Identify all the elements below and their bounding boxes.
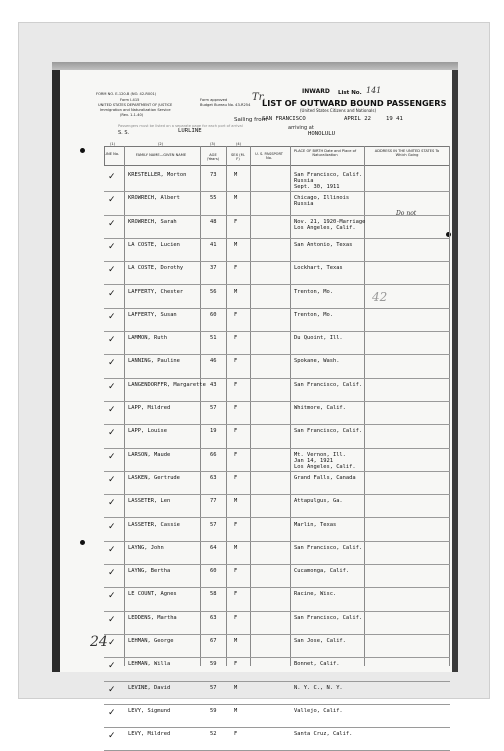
passenger-sex: M bbox=[234, 684, 238, 691]
binder-hole-bottom bbox=[80, 540, 85, 545]
binder-hole-top bbox=[80, 148, 85, 153]
passenger-name: LEVY, Sigmund bbox=[128, 707, 171, 714]
passenger-age: 60 bbox=[210, 568, 217, 575]
passenger-birthplace: San Jose, Calif. bbox=[294, 638, 346, 644]
passenger-birthplace: Spokane, Wash. bbox=[294, 358, 340, 365]
passenger-age: 19 bbox=[210, 428, 217, 435]
table-row bbox=[104, 541, 450, 565]
table-row bbox=[104, 471, 450, 495]
passenger-age: 63 bbox=[210, 474, 217, 481]
passenger-name: KROWRECH, Sarah bbox=[128, 218, 177, 225]
passenger-sex: F bbox=[234, 474, 238, 481]
ss-label: S. S. bbox=[118, 130, 130, 136]
passenger-age: 37 bbox=[210, 265, 217, 272]
passenger-birthplace: Lockhart, Texas bbox=[294, 265, 343, 272]
check-mark: ✓ bbox=[108, 381, 116, 392]
passenger-name: LEHMAN, Willa bbox=[128, 661, 171, 668]
passenger-birthplace: San Francisco, Calif. bbox=[294, 544, 363, 551]
passenger-birthplace: Trenton, Mo. bbox=[294, 288, 333, 295]
passenger-name: LAFFERTY, Susan bbox=[128, 311, 177, 318]
handwritten-right-note: Do not bbox=[396, 210, 417, 217]
col-passport: U. S. PASSPORT No. bbox=[255, 152, 283, 161]
passenger-sex: F bbox=[234, 381, 238, 388]
check-mark: ✓ bbox=[108, 335, 116, 346]
table-row bbox=[104, 448, 450, 472]
table-row bbox=[104, 424, 450, 448]
table-row bbox=[104, 261, 450, 285]
table-row bbox=[104, 611, 450, 635]
check-mark: ✓ bbox=[108, 474, 116, 485]
manifest-subtitle: (United States Citizens and Nationals) bbox=[300, 108, 377, 113]
passenger-birthplace: Marlin, Texas bbox=[294, 521, 337, 528]
check-mark: ✓ bbox=[108, 521, 116, 532]
table-row bbox=[104, 704, 450, 728]
check-mark: ✓ bbox=[108, 311, 116, 322]
passenger-name: LAPP, Mildred bbox=[128, 405, 171, 411]
passenger-name: KRESTELLER, Morton bbox=[128, 172, 187, 178]
passenger-age: 56 bbox=[210, 288, 217, 295]
page-number: 24 bbox=[90, 634, 108, 650]
table-row bbox=[104, 401, 450, 425]
col-num-4: (4) bbox=[236, 142, 242, 146]
passenger-age: 48 bbox=[210, 218, 217, 225]
check-mark: ✓ bbox=[108, 661, 116, 672]
form-approved: Form approved bbox=[200, 98, 228, 102]
table-row bbox=[104, 285, 450, 309]
check-mark: ✓ bbox=[108, 265, 116, 276]
list-no-label: List No. bbox=[338, 90, 362, 96]
passenger-name: KROWRECH, Albert bbox=[128, 195, 180, 202]
passenger-birthplace: Bonnet, Calif. bbox=[294, 661, 340, 668]
passenger-age: 41 bbox=[210, 241, 217, 248]
table-row bbox=[104, 354, 450, 378]
department-name: UNITED STATES DEPARTMENT OF JUSTICE bbox=[98, 103, 173, 107]
passenger-age: 51 bbox=[210, 335, 217, 342]
passenger-birthplace: N. Y. C., N. Y. bbox=[294, 684, 343, 691]
passenger-name: LARSON, Maude bbox=[128, 451, 171, 458]
passenger-sex: F bbox=[234, 731, 238, 738]
passenger-sex: F bbox=[234, 521, 238, 528]
check-mark: ✓ bbox=[108, 684, 116, 695]
passenger-sex: M bbox=[234, 707, 238, 714]
table-row bbox=[104, 657, 450, 681]
form-number: FORM NO. E-120-B (NO. 42-R001) bbox=[96, 92, 157, 96]
passenger-birthplace: Mt. Vernon, Ill. Jan 14, 1921 Los Angeles, Calif. bbox=[294, 451, 356, 470]
table-row bbox=[104, 681, 450, 705]
arriving-label: arriving at bbox=[288, 125, 314, 131]
passenger-name: LASSETER, Cassie bbox=[128, 521, 180, 528]
passenger-age: 60 bbox=[210, 311, 217, 318]
table-row bbox=[104, 494, 450, 518]
passenger-name: LEHMAN, George bbox=[128, 638, 174, 644]
passenger-name: LA COSTE, Lucien bbox=[128, 241, 180, 248]
col-num-2: (2) bbox=[158, 142, 164, 146]
sailing-from-value: SAN FRANCISCO bbox=[262, 116, 306, 122]
passenger-name: LAPP, Louise bbox=[128, 428, 167, 435]
col-address: ADDRESS IN THE UNITED STATES To Which Going bbox=[374, 149, 440, 158]
list-no-value: 141 bbox=[366, 86, 382, 95]
check-mark: ✓ bbox=[108, 358, 116, 369]
passenger-birthplace: San Francisco, Calif. bbox=[294, 381, 363, 388]
passenger-sex: F bbox=[234, 335, 238, 342]
passenger-sex: M bbox=[234, 498, 238, 505]
department-service: Immigration and Naturalization Service bbox=[100, 108, 171, 112]
passenger-sex: F bbox=[234, 311, 238, 318]
check-mark: ✓ bbox=[108, 591, 116, 602]
sailing-label: Sailing from bbox=[234, 117, 267, 123]
passenger-sex: F bbox=[234, 265, 238, 272]
form-revision: (Rev. 1-1-40) bbox=[120, 113, 144, 117]
passenger-sex: F bbox=[234, 358, 238, 365]
table-header-border bbox=[104, 146, 450, 166]
check-mark: ✓ bbox=[108, 218, 116, 229]
passenger-birthplace: San Antonio, Texas bbox=[294, 241, 353, 248]
passenger-name: LASSETER, Len bbox=[128, 498, 171, 505]
handwritten-top-mark: Tr. bbox=[252, 92, 266, 103]
passenger-age: 63 bbox=[210, 614, 217, 621]
sailing-year: 19 41 bbox=[386, 116, 403, 122]
check-mark: ✓ bbox=[108, 405, 116, 415]
passenger-birthplace: Santa Cruz, Calif. bbox=[294, 731, 353, 738]
table-row bbox=[104, 587, 450, 611]
handwritten-mid-mark: 42 bbox=[372, 290, 388, 304]
check-mark: ✓ bbox=[108, 451, 116, 462]
passenger-age: 77 bbox=[210, 498, 217, 505]
check-mark: ✓ bbox=[108, 731, 116, 742]
passenger-name: LASKEN, Gertrude bbox=[128, 474, 180, 481]
passenger-age: 58 bbox=[210, 591, 217, 598]
check-mark: ✓ bbox=[108, 544, 116, 555]
passenger-age: 67 bbox=[210, 638, 217, 644]
ship-name: LURLINE bbox=[178, 128, 202, 134]
passenger-age: 52 bbox=[210, 731, 217, 738]
passenger-name: LAYNG, Bertha bbox=[128, 568, 171, 575]
col-num-3: (3) bbox=[210, 142, 216, 146]
passenger-name: LAFFERTY, Chester bbox=[128, 288, 184, 295]
check-mark: ✓ bbox=[108, 614, 116, 625]
check-mark: ✓ bbox=[108, 195, 116, 206]
passenger-name: LANGENDORFFR, Margarette bbox=[128, 381, 206, 388]
col-line-no: LINE No. bbox=[104, 152, 120, 156]
passenger-birthplace: Whitmore, Calif. bbox=[294, 405, 346, 411]
passenger-age: 59 bbox=[210, 661, 217, 668]
passenger-name: LANNING, Pauline bbox=[128, 358, 180, 365]
passenger-sex: F bbox=[234, 218, 238, 225]
check-mark: ✓ bbox=[108, 498, 116, 509]
passenger-name: LA COSTE, Dorothy bbox=[128, 265, 184, 272]
passenger-age: 55 bbox=[210, 195, 217, 202]
passenger-birthplace: San Francisco, Calif. bbox=[294, 614, 363, 621]
passenger-birthplace: Grand Falls, Canada bbox=[294, 474, 356, 481]
passenger-sex: F bbox=[234, 661, 238, 668]
check-mark: ✓ bbox=[108, 288, 116, 299]
passenger-birthplace: San Francisco, Calif. bbox=[294, 428, 363, 435]
passenger-age: 43 bbox=[210, 381, 217, 388]
passenger-sex: F bbox=[234, 405, 238, 411]
passenger-sex: F bbox=[234, 451, 238, 458]
passenger-sex: M bbox=[234, 172, 238, 178]
sailing-date: APRIL 22 bbox=[344, 116, 371, 122]
check-mark: ✓ bbox=[108, 172, 116, 182]
passenger-birthplace: Du Quoint, Ill. bbox=[294, 335, 343, 342]
table-row bbox=[104, 518, 450, 542]
col-sex: SEX (M-F) bbox=[231, 153, 245, 162]
passenger-age: 64 bbox=[210, 544, 217, 551]
intro-text: Passengers must be listed on a separate page for each port of arrival bbox=[118, 124, 243, 128]
form-sub: Form I-415 bbox=[120, 98, 140, 102]
budget-number: Budget Bureau No. 43-R254 bbox=[200, 103, 251, 107]
table-row bbox=[104, 564, 450, 588]
passenger-sex: M bbox=[234, 544, 238, 551]
col-name: FAMILY NAME—GIVEN NAME bbox=[135, 153, 187, 157]
table-row bbox=[104, 215, 450, 239]
passenger-age: 59 bbox=[210, 707, 217, 714]
table-row bbox=[104, 331, 450, 355]
passenger-name: LAYNG, John bbox=[128, 544, 164, 551]
passenger-sex: F bbox=[234, 568, 238, 575]
passenger-age: 46 bbox=[210, 358, 217, 365]
check-mark: ✓ bbox=[108, 638, 116, 648]
check-mark: ✓ bbox=[108, 707, 116, 718]
arriving-at-value: HONOLULU bbox=[308, 131, 335, 137]
passenger-age: 57 bbox=[210, 405, 217, 411]
table-row bbox=[104, 378, 450, 402]
passenger-birthplace: Attapulgus, Ga. bbox=[294, 498, 343, 505]
passenger-birthplace: Chicago, Illinois Russia bbox=[294, 195, 350, 208]
manifest-title: LIST OF OUTWARD BOUND PASSENGERS bbox=[262, 98, 447, 108]
passenger-sex: F bbox=[234, 614, 238, 621]
passenger-birthplace: Nov. 21, 1920-Marriage Los Angeles, Calif. bbox=[294, 218, 366, 231]
col-num-1: (1) bbox=[110, 142, 116, 146]
passenger-birthplace: Trenton, Mo. bbox=[294, 311, 333, 318]
col-birthplace: PLACE OF BIRTH Date and Place of Naturalization bbox=[293, 149, 357, 158]
passenger-name: LEVY, Mildred bbox=[128, 731, 171, 738]
passenger-birthplace: Vallejo, Calif. bbox=[294, 707, 343, 714]
passenger-name: LE COUNT, Agnes bbox=[128, 591, 177, 598]
passenger-sex: F bbox=[234, 428, 238, 435]
passenger-birthplace: Racine, Wisc. bbox=[294, 591, 337, 598]
check-mark: ✓ bbox=[108, 568, 116, 579]
passenger-name: LEVINE, David bbox=[128, 684, 171, 691]
check-mark: ✓ bbox=[108, 241, 116, 252]
passenger-age: 66 bbox=[210, 451, 217, 458]
check-mark: ✓ bbox=[108, 428, 116, 439]
table-row bbox=[104, 168, 450, 192]
passenger-sex: M bbox=[234, 638, 238, 644]
passenger-age: 73 bbox=[210, 172, 217, 178]
table-row bbox=[104, 238, 450, 262]
passenger-sex: F bbox=[234, 591, 238, 598]
passenger-sex: M bbox=[234, 241, 238, 248]
passenger-name: LAMMON, Ruth bbox=[128, 335, 167, 342]
passenger-age: 57 bbox=[210, 521, 217, 528]
col-age: AGE (Years) bbox=[206, 153, 220, 162]
passenger-name: LEDDENS, Martha bbox=[128, 614, 177, 621]
passenger-sex: M bbox=[234, 288, 238, 295]
inward-label: INWARD bbox=[302, 88, 330, 95]
passenger-sex: M bbox=[234, 195, 238, 202]
passenger-birthplace: Cucamonga, Calif. bbox=[294, 568, 350, 575]
passenger-birthplace: San Francisco, Calif. Russia Sept. 30, 1911 bbox=[294, 172, 363, 190]
table-row bbox=[104, 634, 450, 658]
passenger-age: 57 bbox=[210, 684, 217, 691]
table-row bbox=[104, 308, 450, 332]
